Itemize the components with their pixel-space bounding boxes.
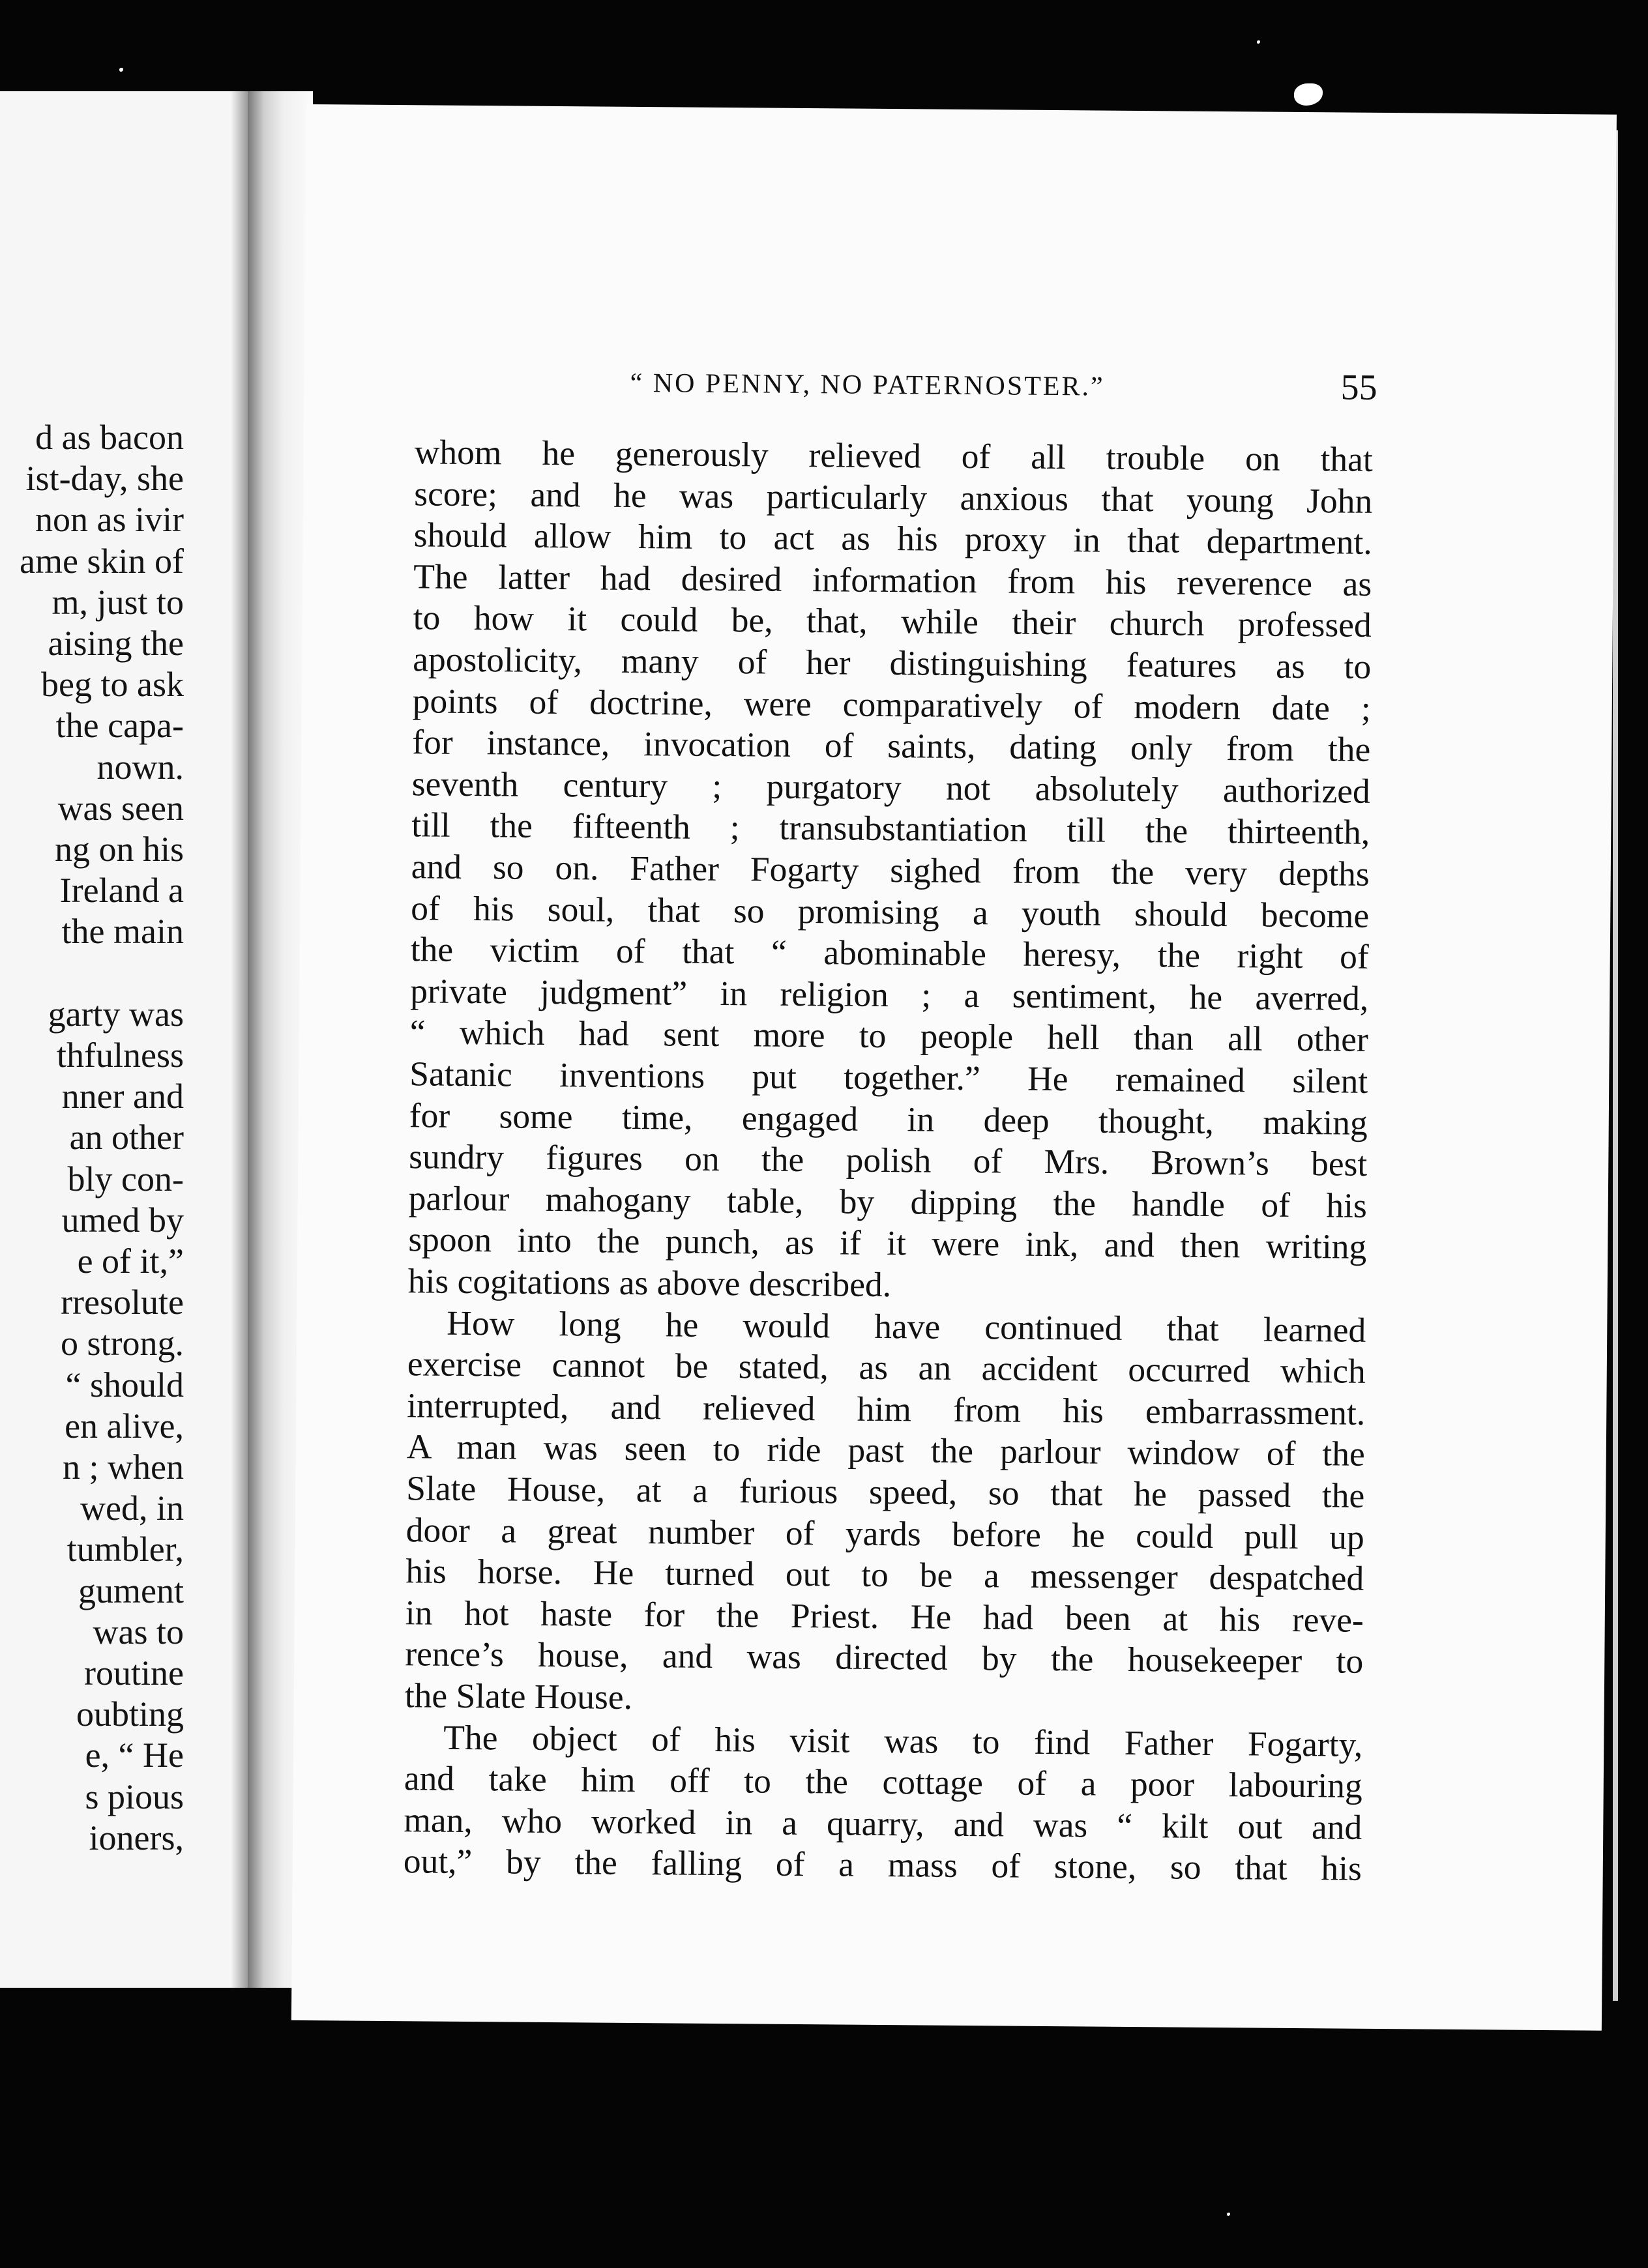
- text-line: till the fifteenth ; transubstantiation till the thirteenth,: [411, 805, 1370, 852]
- text-line: and so on. Father Fogarty sighed from the very depths: [411, 847, 1370, 894]
- left-text-line: m, just to: [52, 582, 184, 622]
- text-line: Satanic inventions put together.” He remained silent: [409, 1054, 1368, 1101]
- running-head: “ NO PENNY, NO PATERNOSTER.”: [630, 368, 1105, 402]
- text-line: should allow him to act as his proxy in that department.: [413, 515, 1373, 562]
- dust-speck: [1294, 83, 1323, 106]
- left-text-line: was to: [93, 1612, 184, 1651]
- left-text-line: beg to ask: [41, 665, 184, 705]
- left-text-line: en alive,: [65, 1406, 184, 1446]
- text-line: parlour mahogany table, by dipping the handle of his: [408, 1178, 1368, 1225]
- left-text-line: gument: [78, 1571, 184, 1610]
- text-line: points of doctrine, were comparatively of modern date ;: [412, 680, 1372, 728]
- left-text-line: “ should: [65, 1365, 184, 1404]
- left-text-line: the main: [61, 912, 184, 952]
- left-page-binding-shadow: [231, 91, 248, 1988]
- left-text-line: an other: [69, 1118, 184, 1157]
- text-line: sundry figures on the polish of Mrs. Brown’s best: [409, 1137, 1368, 1184]
- text-line: interrupted, and relieved him from his embarrassment.: [407, 1386, 1366, 1432]
- text-line: whom he generously relieved of all trouble on that: [414, 432, 1374, 479]
- text-line: for some time, engaged in deep thought, making: [409, 1095, 1368, 1142]
- left-text-line: ist-day, she: [25, 459, 184, 499]
- text-line: The latter had desired information from his reverence as: [413, 557, 1372, 603]
- text-line: in hot haste for the Priest. He had been at his reve-: [405, 1593, 1364, 1640]
- left-text-line: ioners,: [89, 1818, 184, 1857]
- dust-speck: [119, 68, 123, 72]
- text-line: apostolicity, many of her distinguishing features as to: [413, 639, 1372, 686]
- dust-speck: [1227, 2213, 1230, 2216]
- left-text-line: nown.: [96, 747, 184, 787]
- left-text-line: d as bacon: [35, 418, 184, 457]
- page-number: 55: [1340, 367, 1377, 408]
- left-text-line: wed, in: [80, 1489, 184, 1528]
- left-text-line: umed by: [61, 1200, 184, 1240]
- text-line: for instance, invocation of saints, dating only from the: [412, 722, 1371, 770]
- dust-speck: [1257, 40, 1260, 44]
- left-text-line: s pious: [85, 1777, 184, 1816]
- text-line: A man was seen to ride past the parlour window of the: [406, 1427, 1366, 1474]
- text-line: “ which had sent more to people hell than all other: [409, 1012, 1369, 1060]
- left-text-line: oubting: [76, 1694, 184, 1734]
- left-text-line: n ; when: [63, 1447, 184, 1487]
- left-text-line: e of it,”: [77, 1242, 184, 1281]
- left-text-line: garty was: [48, 994, 184, 1034]
- page-body-text: [403, 431, 1374, 1889]
- text-line: of his soul, that so promising a youth should become: [411, 888, 1370, 935]
- text-line: his horse. He turned out to be a messenger despatched: [405, 1551, 1364, 1598]
- text-line: The object of his visit was to find Father Fogarty,: [443, 1717, 1363, 1764]
- left-text-line: nner and: [61, 1077, 184, 1116]
- left-text-line: rresolute: [61, 1283, 184, 1322]
- text-line: How long he would have continued that learned: [447, 1303, 1366, 1350]
- text-line: man, who worked in a quarry, and was “ kilt out and: [404, 1800, 1362, 1847]
- left-text-line: aising the: [48, 624, 184, 663]
- text-line: the Slate House.: [404, 1676, 633, 1717]
- left-text-line: bly con-: [67, 1159, 184, 1199]
- left-text-line: Ireland a: [59, 871, 184, 910]
- text-line: and take him off to the cottage of a poor labouring: [404, 1758, 1363, 1805]
- left-text-line: the capa-: [55, 706, 184, 746]
- left-text-line: e, “ He: [85, 1736, 184, 1775]
- text-line: out,” by the falling of a mass of stone, so that his: [403, 1841, 1362, 1889]
- left-text-line: thfulness: [57, 1036, 184, 1075]
- text-line: score; and he was particularly anxious that young John: [414, 473, 1373, 521]
- left-text-line: ng on his: [54, 830, 184, 869]
- left-text-line: ame skin of: [20, 541, 184, 581]
- text-line: private judgment” in religion ; a sentiment, he averred,: [410, 971, 1369, 1018]
- text-line: to how it could be, that, while their church professed: [413, 598, 1372, 645]
- text-line: spoon into the punch, as if it were ink, and then writing: [408, 1219, 1367, 1267]
- text-line: Slate House, at a furious speed, so that he passed the: [406, 1468, 1365, 1515]
- left-text-line: tumbler,: [66, 1530, 184, 1569]
- right-page: [291, 104, 1617, 2031]
- left-text-line: was seen: [57, 788, 184, 828]
- text-line: exercise cannot be stated, as an accident occurred which: [407, 1344, 1366, 1391]
- text-line: the victim of that “ abominable heresy, the right of: [410, 929, 1370, 977]
- left-text-line: o strong.: [61, 1324, 184, 1363]
- text-line: rence’s house, and was directed by the housekeeper to: [405, 1634, 1364, 1681]
- left-text-line: non as ivir: [35, 500, 184, 540]
- left-page: [0, 91, 248, 1988]
- text-line: door a great number of yards before he could pull up: [405, 1509, 1365, 1557]
- text-line: his cogitations as above described.: [407, 1261, 892, 1305]
- text-line: seventh century ; purgatory not absolutely authorized: [411, 764, 1371, 811]
- left-text-line: routine: [84, 1653, 184, 1693]
